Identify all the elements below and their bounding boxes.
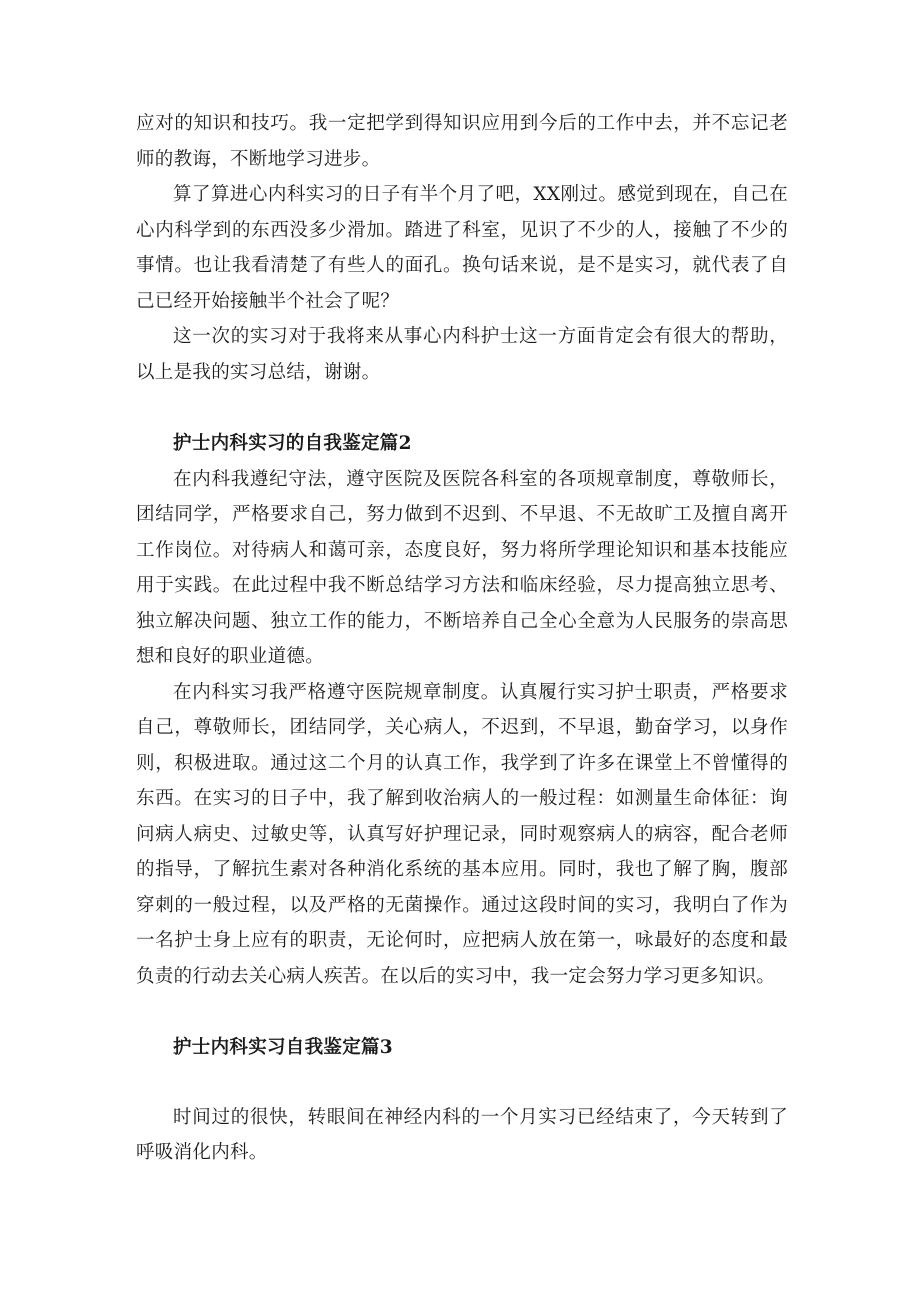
section-heading-3: 护士内科实习自我鉴定篇3: [173, 1037, 393, 1058]
paragraph-progress-reflection: 算了算进心内科实习的日子有半个月了吧，XX刚过。感觉到现在，自己在心内科学到的东西没多少滑加。踏进了科室，见识了不少的人，接触了不少的事情。也让我看清楚了有些人的面孔。换句话来说，是不是实习，就代表了自己已经开始接触半个社会了呢？: [136, 184, 788, 312]
paragraph-discipline: 在内科我遵纪守法，遵守医院及医院各科室的各项规章制度，尊敬师长，团结同学，严格要求自己，努力做到不迟到、不早退、不无故旷工及擅自离开工作岗位。对待病人和蔼可亲，态度良好，努力将所学理论知识和基本技能应用于实践。在此过程中我不断总结学习方法和临床经验，尽力提高独立思考、独立解决问题、独立工作的能力，不断培养自己全心全意为人民服务的崇高思想和良好的职业道德。: [136, 468, 788, 667]
paragraph-closing: 这一次的实习对于我将来从事心内科护士这一方面肯定会有很大的帮助，以上是我的实习总结，谢谢。: [136, 326, 788, 383]
document-page: [136, 106, 788, 1171]
paragraph-internship-details: 在内科实习我严格遵守医院规章制度。认真履行实习护士职责，严格要求自己，尊敬师长，团结同学，关心病人，不迟到，不早退，勤奋学习，以身作则，积极进取。通过这二个月的认真工作，我学到了许多在课堂上不曾懂得的东西。在实习的日子中，我了解到收治病人的一般过程：如测量生命体征：询问病人病史、过敏史等，认真写好护理记录，同时观察病人的病容，配合老师的指导，了解抗生素对各种消化系统的基本应用。同时，我也了解了胸，腹部穿刺的一般过程，以及严格的无菌操作。通过这段时间的实习，我明白了作为一名护士身上应有的职责，无论何时，应把病人放在第一，咏最好的态度和最负责的行动去关心病人疾苦。在以后的实习中，我一定会努力学习更多知识。: [136, 681, 788, 987]
section-heading-2: 护士内科实习的自我鉴定篇2: [173, 433, 412, 454]
paragraph-continuation: 应对的知识和技巧。我一定把学到得知识应用到今后的工作中去，并不忘记老师的教诲，不断地学习进步。: [136, 113, 788, 170]
paragraph-time-passes: 时间过的很快，转眼间在神经内科的一个月实习已经结束了，今天转到了呼吸消化内科。: [136, 1106, 788, 1163]
